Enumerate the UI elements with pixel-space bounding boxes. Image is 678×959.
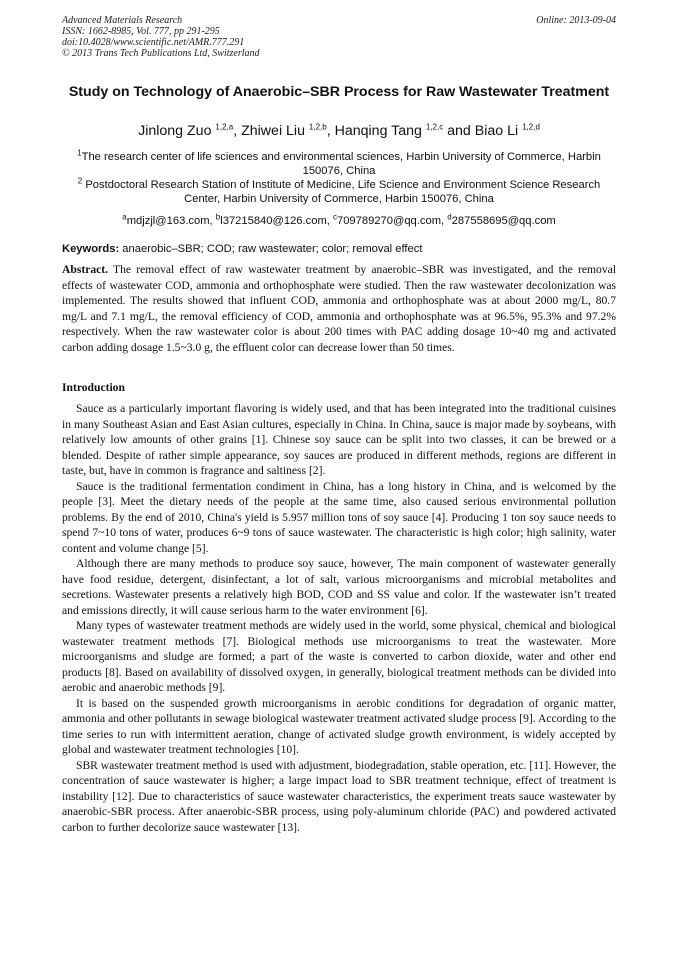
doi-line: doi:10.4028/www.scientific.net/AMR.777.291: [62, 37, 245, 48]
email: l37215840@126.com,: [220, 215, 333, 227]
abstract-text: The removal effect of raw wastewater treatment by anaerobic–SBR was investigated, and the removal effects of wastewater COD, ammonia and orthophosphate were studied. Then the raw wastewater decolonization was implemented. The results showed that influent COD, ammonia and orthophosphate was at about 2000 mg/L, 80.7 mg/L and 7.1 mg/L, the removal efficiency of COD, ammonia and orthophosphate was at 96.5%, 95.3% and 97.2% respectively. When the raw wastewater color is about 200 times with PAC adding dosage 10~40 mg and activated carbon adding dosage 1.5~3.0 g, the effluent color can decrease lower than 50 times.: [62, 263, 616, 354]
email-sup: d: [447, 212, 452, 222]
email: 287558695@qq.com: [451, 215, 556, 227]
abstract-label: Abstract.: [62, 263, 109, 276]
author-name: Zhiwei Liu: [241, 123, 309, 139]
affiliation-text: The research center of life sciences and environmental sciences, Harbin University of Commerce, Harbin 150076, China: [81, 151, 601, 177]
author-name: Jinlong Zuo: [138, 123, 216, 139]
author-sep: ,: [326, 123, 335, 139]
paragraph: Sauce as a particularly important flavoring is widely used, and that has been integrated into the traditional cuisines in many Southeast Asian and East Asian cultures, especially in China. In China, sauce is major made by soybeans, with relatively low amounts of other grains [1]. Chinese soy sauce can be split into two classes, it can be brewed or a blended. Despite of rather simple appearance, soy sauces are produced in different methods, regions are different in taste, but, have in common is fragrance and saltiness [2].: [62, 402, 616, 477]
paragraph: Although there are many methods to produce soy sauce, however, The main component of wastewater generally have food residue, detergent, disinfectant, a lot of salt, various microorganisms and microbial metabolites and secretions. Wastewater presents a relatively high BOD, COD and SS value and color. If the wastewater isn’t treated and emissions directly, it will cause serious harm to the water environment [6].: [62, 557, 616, 617]
author-list: [62, 122, 616, 140]
copyright-line: © 2013 Trans Tech Publications Ltd, Switzerland: [62, 48, 260, 59]
email-list: [62, 214, 616, 228]
introduction-body: [62, 401, 616, 835]
keywords-label: Keywords:: [62, 243, 120, 255]
email: 709789270@qq.com,: [336, 215, 448, 227]
author-sup: 1,2,d: [522, 122, 540, 132]
online-date: Online: 2013-09-04: [536, 15, 616, 26]
issn-line: ISSN: 1662-8985, Vol. 777, pp 291-295: [62, 26, 220, 37]
abstract: [62, 262, 616, 355]
affiliation-sup: 2: [77, 176, 83, 186]
abstract-paragraph: [62, 262, 616, 355]
author-sep: ,: [233, 123, 242, 139]
paragraph: SBR wastewater treatment method is used with adjustment, biodegradation, stable operation, etc. [11]. However, the concentration of sauce wastewater is higher; a large impact load to SBR treatment technique, effect of treatment is instability [12]. Due to characteristics of sauce wastewater characteristics, the experiment treats sauce wastewater by anaerobic-SBR process. After anaerobic-SBR process, using poly-aluminum chloride (PAC) and powdered activated carbon to further decolorize sauce wastewater [13].: [62, 758, 617, 834]
keywords: [62, 242, 616, 256]
author-sup: 1,2,a: [215, 122, 234, 132]
affiliation-2: [62, 178, 616, 206]
paragraph: Sauce is the traditional fermentation condiment in China, has a long history in China, and is welcomed by the people [3]. Meet the dietary needs of the people at the same time, also caused serious environmental pollution problems. By the end of 2010, China's yield is 5.957 million tons of soy sauce [4]. Producing 1 ton soy sauce needs to spend 7~10 tons of water, produces 6~9 tons of sauce wastewater. The characteristic is high color; high salinity, water content and volume change [5].: [62, 479, 616, 555]
author-name: Biao Li: [474, 123, 523, 139]
paper-title: Study on Technology of Anaerobic–SBR Process for Raw Wastewater Treatment: [68, 84, 610, 100]
section-heading-introduction: Introduction: [62, 381, 125, 394]
author-sep: and: [443, 123, 475, 139]
author-sup: 1,2,b: [308, 122, 327, 132]
affiliation-sup: 1: [77, 148, 82, 158]
email: mdjzjl@163.com,: [126, 215, 216, 227]
email-sup: b: [215, 212, 221, 222]
journal-name: Advanced Materials Research: [62, 15, 183, 26]
journal-header: [62, 15, 618, 59]
paragraph: It is based on the suspended growth microorganisms in aerobic conditions for degradation of organic matter, ammonia and other pollutants in sewage biological wastewater treatment activated sludge process [9]. According to the time series to run with intermittent aeration, change of activated sludge growth environment, is widely accepted by global and wastewater treatment technologies [10].: [62, 696, 616, 756]
affiliation-1: [62, 150, 616, 178]
author-name: Hanqing Tang: [334, 123, 426, 139]
keywords-text: anaerobic–SBR; COD; raw wastewater; color; removal effect: [119, 243, 423, 255]
email-sup: c: [332, 212, 337, 222]
email-sup: a: [122, 212, 127, 222]
affiliation-text: Postdoctoral Research Station of Institute of Medicine, Life Science and Environment Science Research Center, Harbin University of Commerce, Harbin 150076, China: [82, 179, 601, 205]
author-sup: 1,2,c: [425, 122, 444, 132]
paragraph: Many types of wastewater treatment methods are widely used in the world, some physical, chemical and biological wastewater treatment methods [7]. Biological methods use microorganisms to treat the wastewater. More microorganisms and sludge are formed; a part of the waste is converted to carbon dioxide, water and other end products [8]. Based on availability of dissolved oxygen, in generally, biological treatment methods can be divided into aerobic and anaerobic methods [9].: [62, 619, 616, 694]
